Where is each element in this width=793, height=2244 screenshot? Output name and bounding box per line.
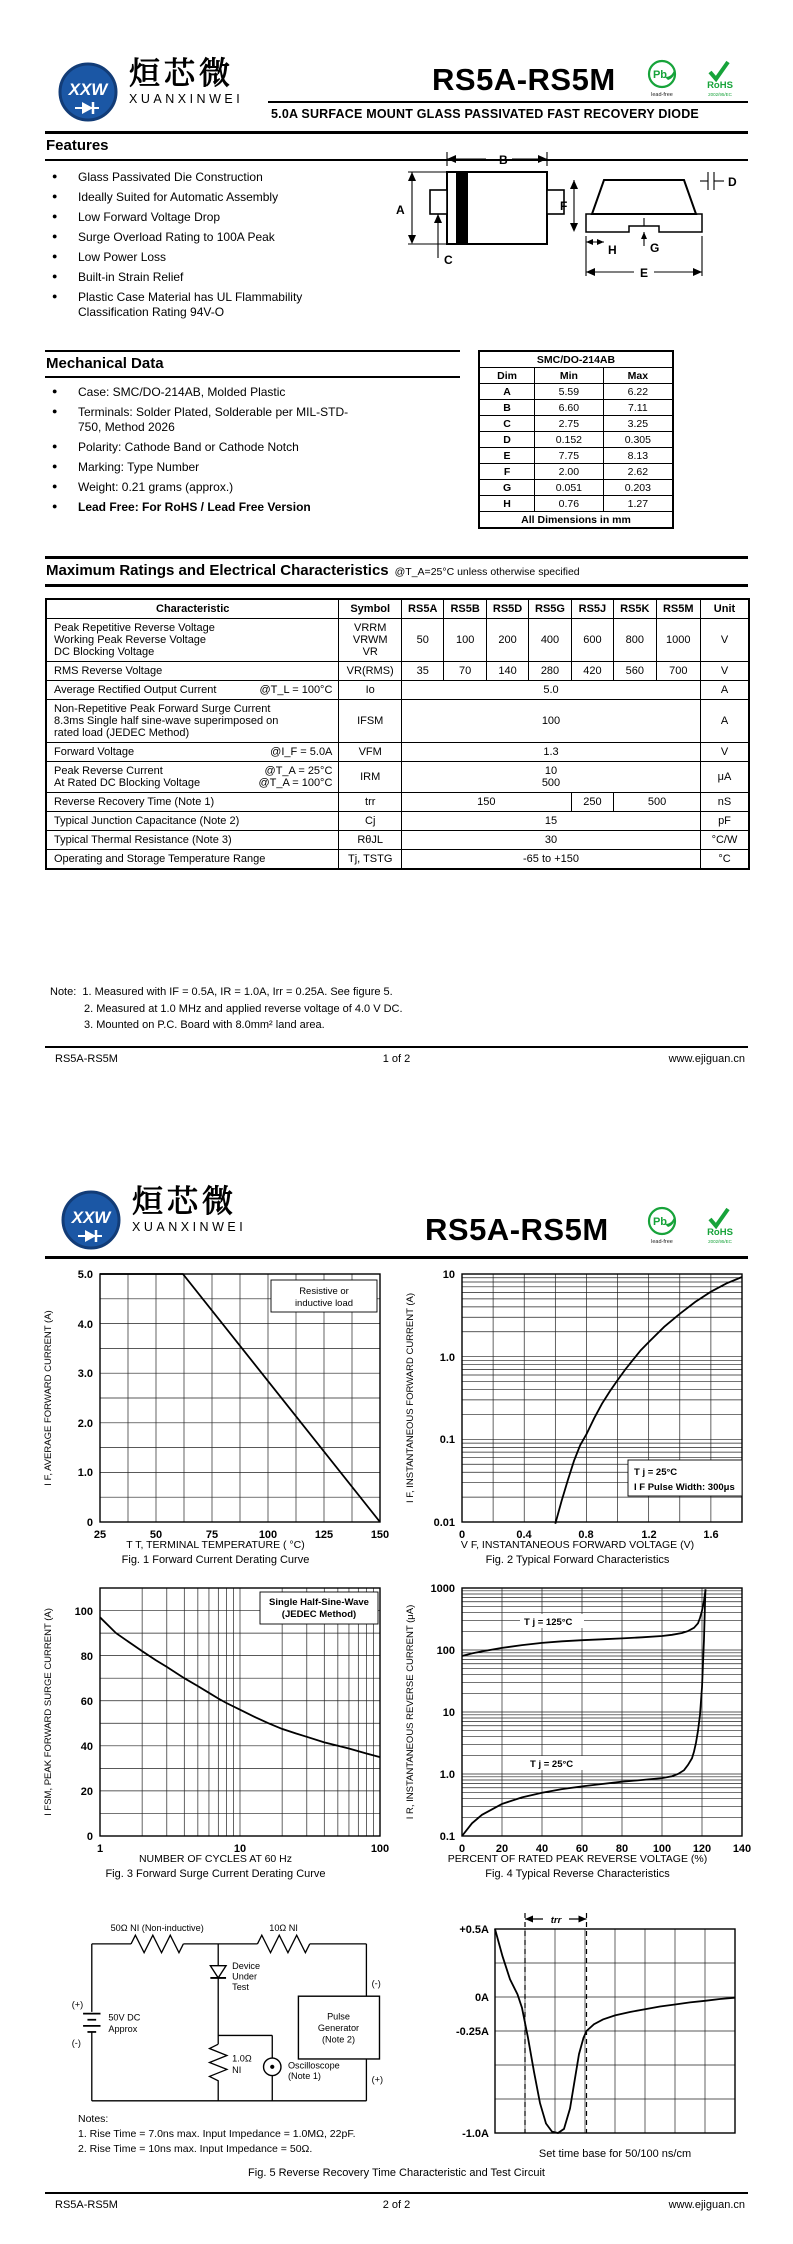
fig2-annotation: T j = 25°C bbox=[634, 1467, 678, 1478]
y-tick: 100 bbox=[74, 1606, 93, 1618]
table-row-reverse-current: Peak Reverse Current @T_A = 25°C At Rated DC Blocking Voltage @T_A = 100°C IRM 10 500 μA bbox=[46, 762, 749, 793]
x-tick: 0 bbox=[458, 1843, 466, 1855]
dim-table-title: SMC/DO-214AB bbox=[479, 351, 673, 368]
x-tick: 100 bbox=[652, 1843, 672, 1855]
fig2-caption: Fig. 2 Typical Forward Characteristics bbox=[485, 1554, 670, 1566]
footer-rule-1 bbox=[45, 1046, 748, 1048]
label-pulse-generator: (Note 2) bbox=[321, 2034, 356, 2045]
feature-item: ● Low Power Loss bbox=[46, 250, 351, 265]
dim-label-F: F bbox=[560, 199, 568, 213]
fig4-caption: Fig. 4 Typical Reverse Characteristics bbox=[485, 1868, 670, 1880]
ratings-notes bbox=[50, 984, 650, 1034]
fig4-ylabel: I R, INSTANTANEOUS REVERSE CURRENT (μA) bbox=[405, 1604, 416, 1820]
ratings-heading-row bbox=[46, 562, 749, 580]
x-tick: 80 bbox=[615, 1843, 629, 1855]
x-tick: 40 bbox=[535, 1843, 549, 1855]
package-outline-drawing bbox=[352, 142, 752, 322]
ratings-table bbox=[45, 598, 750, 870]
compliance-badges bbox=[646, 1205, 746, 1247]
note-item: 2. Measured at 1.0 MHz and applied reverse voltage of 4.0 V DC. bbox=[84, 1002, 403, 1015]
svg-text:RoHS: RoHS bbox=[707, 1227, 733, 1238]
y-tick: 5.0 bbox=[77, 1269, 93, 1281]
label-battery: Approx bbox=[108, 2023, 138, 2034]
trr-label: trr bbox=[550, 1915, 562, 1926]
fig1-chart bbox=[38, 1264, 393, 1541]
fig2-annotation: I F Pulse Width: 300μs bbox=[634, 1482, 735, 1493]
col-rs5a: RS5A bbox=[402, 599, 444, 619]
battery-icon bbox=[83, 2014, 100, 2032]
fig4-chart bbox=[400, 1578, 755, 1855]
oscilloscope-icon bbox=[264, 2058, 281, 2075]
mech-item: ● Marking: Type Number bbox=[46, 460, 356, 475]
logo-xxw-text: XXW bbox=[68, 80, 108, 99]
svg-text:Pb: Pb bbox=[652, 1216, 668, 1228]
fig1-ylabel: I F, AVERAGE FORWARD CURRENT (A) bbox=[43, 1310, 54, 1486]
logo-mark-icon bbox=[58, 1186, 124, 1258]
table-row: F 2.00 2.62 bbox=[479, 464, 673, 480]
mech-rule-top bbox=[45, 350, 460, 352]
col-rs5m: RS5M bbox=[656, 599, 700, 619]
x-tick: 50 bbox=[149, 1529, 163, 1541]
label-dut: Under bbox=[232, 1971, 258, 1982]
y-tick: 0.1 bbox=[439, 1434, 455, 1446]
x-tick: 20 bbox=[495, 1843, 509, 1855]
package-front-view bbox=[396, 152, 564, 267]
x-tick: 100 bbox=[258, 1529, 278, 1541]
footer-page-number: 2 of 2 bbox=[382, 2199, 411, 2211]
resistor-10ohm bbox=[257, 1935, 309, 1952]
brand-name-cn: 烜芯微 bbox=[129, 56, 234, 91]
page2-header-rule bbox=[45, 1256, 748, 1259]
brand-name-cn: 烜芯微 bbox=[132, 1184, 237, 1219]
label-battery: 50V DC bbox=[108, 2012, 141, 2023]
x-tick: 100 bbox=[370, 1843, 390, 1855]
note-item: 1. Measured with IF = 0.5A, IR = 1.0A, Irr = 0.25A. See figure 5. bbox=[82, 986, 393, 998]
logo-mark-icon bbox=[55, 58, 121, 130]
y-tick: 1.0 bbox=[439, 1352, 455, 1364]
fig3-ylabel: I FSM, PEAK FORWARD SURGE CURRENT (A) bbox=[43, 1608, 54, 1816]
y-tick: 2.0 bbox=[77, 1418, 93, 1430]
table-row: B 6.60 7.11 bbox=[479, 400, 673, 416]
feature-item: ● Plastic Case Material has UL Flammability Classification Rating 94V-O bbox=[46, 290, 351, 320]
x-tick: 150 bbox=[370, 1529, 390, 1541]
title-rule bbox=[268, 101, 748, 103]
mech-item: ● Lead Free: For RoHS / Lead Free Version bbox=[46, 500, 356, 515]
table-row-reverse-voltage: Peak Repetitive Reverse Voltage Working Peak Reverse Voltage DC Blocking Voltage VRRM VRWM VR 50 100 200 400 600 800 1000 V bbox=[46, 619, 749, 662]
y-tick: -1.0A bbox=[462, 2128, 489, 2140]
mech-item: ● Case: SMC/DO-214AB, Molded Plastic bbox=[46, 385, 356, 400]
brand-logo bbox=[58, 1186, 246, 1258]
note-label: Note: bbox=[50, 986, 77, 998]
fig3-xlabel: NUMBER OF CYCLES AT 60 Hz bbox=[138, 1853, 293, 1865]
fig2-chart bbox=[400, 1264, 755, 1541]
svg-text:lead-free: lead-free bbox=[651, 1239, 673, 1245]
x-tick: 0.8 bbox=[578, 1529, 594, 1541]
fig1-xlabel: T T, TERMINAL TEMPERATURE ( °C) bbox=[126, 1539, 305, 1551]
feature-item: ● Low Forward Voltage Drop bbox=[46, 210, 351, 225]
label-oscilloscope: (Note 1) bbox=[287, 2071, 321, 2082]
page-title: RS5A-RS5M bbox=[432, 62, 616, 97]
fig1-annotation: Resistive or bbox=[299, 1286, 349, 1297]
label-pulse-generator: Generator bbox=[317, 2023, 360, 2034]
ratings-heading: Maximum Ratings and Electrical Characteristics bbox=[46, 562, 389, 579]
fig5-note: 2. Rise Time = 10ns max. Input Impedance = 50Ω. bbox=[78, 2143, 313, 2156]
compliance-badges bbox=[646, 58, 746, 100]
rohs-icon bbox=[707, 1209, 733, 1244]
table-row: H 0.76 1.27 bbox=[479, 496, 673, 512]
dim-label-D: D bbox=[728, 175, 737, 189]
x-tick: 75 bbox=[205, 1529, 219, 1541]
col-rs5b: RS5B bbox=[444, 599, 486, 619]
pb-free-icon bbox=[649, 1208, 675, 1245]
footer-rule-2 bbox=[45, 2192, 748, 2194]
table-row-thermal-resistance: Typical Thermal Resistance (Note 3) RθJL 30 °C/W bbox=[46, 831, 749, 850]
x-tick: 125 bbox=[314, 1529, 334, 1541]
y-tick: 80 bbox=[80, 1651, 93, 1663]
x-tick: 25 bbox=[93, 1529, 107, 1541]
col-symbol: Symbol bbox=[339, 599, 402, 619]
col-unit: Unit bbox=[700, 599, 749, 619]
timebase-caption: Set time base for 50/100 ns/cm bbox=[538, 2148, 692, 2160]
fig5-note: Notes: bbox=[78, 2113, 109, 2125]
label-dut: Test bbox=[232, 1982, 249, 1993]
y-tick: 3.0 bbox=[77, 1368, 93, 1380]
col-rs5d: RS5D bbox=[486, 599, 528, 619]
footer-doc-number: RS5A-RS5M bbox=[55, 1053, 118, 1065]
table-row-output-current: Average Rectified Output Current @T_L = 100°C Io 5.0 A bbox=[46, 681, 749, 700]
table-row: D 0.152 0.305 bbox=[479, 432, 673, 448]
feature-item: ● Surge Overload Rating to 100A Peak bbox=[46, 230, 351, 245]
col-rs5g: RS5G bbox=[529, 599, 571, 619]
footer-page-number: 1 of 2 bbox=[382, 1053, 411, 1065]
col-characteristic: Characteristic bbox=[46, 599, 339, 619]
table-row-junction-capacitance: Typical Junction Capacitance (Note 2) Cj 15 pF bbox=[46, 812, 749, 831]
resistor-1ohm bbox=[209, 2044, 226, 2086]
mech-rule-bottom bbox=[45, 376, 460, 378]
x-tick: 10 bbox=[233, 1843, 247, 1855]
ratings-heading-note: @T_A=25°C unless otherwise specified bbox=[394, 566, 580, 578]
rohs-icon bbox=[707, 62, 733, 97]
label-battery-minus: (-) bbox=[71, 2037, 81, 2048]
fig1-forward-current-derating bbox=[38, 1264, 393, 1566]
fig2-typical-forward-characteristics bbox=[400, 1264, 755, 1566]
ratings-header-row bbox=[46, 599, 749, 619]
y-tick: 100 bbox=[436, 1645, 455, 1657]
device-under-test-diode-icon bbox=[210, 1966, 226, 1978]
table-row: G 0.051 0.203 bbox=[479, 480, 673, 496]
y-tick: 0.01 bbox=[433, 1517, 455, 1529]
feature-item: ● Glass Passivated Die Construction bbox=[46, 170, 351, 185]
y-tick: 0 bbox=[86, 1517, 93, 1529]
label-resistor-1ohm: 1.0Ω bbox=[232, 2053, 252, 2064]
label-pulsegen-minus: (-) bbox=[371, 1978, 381, 1989]
x-tick: 60 bbox=[575, 1843, 589, 1855]
dim-label-E: E bbox=[640, 266, 649, 280]
x-tick: 120 bbox=[692, 1843, 712, 1855]
y-tick: 1.0 bbox=[77, 1467, 93, 1479]
label-battery-plus: (+) bbox=[71, 1999, 84, 2010]
y-tick: 1.0 bbox=[439, 1769, 455, 1781]
grid bbox=[495, 1929, 735, 2133]
dim-table-header-row: Dim Min Max bbox=[479, 368, 673, 384]
dim-label-B: B bbox=[499, 153, 508, 167]
x-tick: 1 bbox=[96, 1843, 104, 1855]
svg-text:2002/95/EC: 2002/95/EC bbox=[708, 1239, 732, 1244]
fig3-forward-surge-derating bbox=[38, 1578, 393, 1880]
y-tick: 4.0 bbox=[77, 1319, 93, 1331]
mechanical-list bbox=[46, 385, 356, 520]
label-oscilloscope: Oscilloscope bbox=[287, 2060, 340, 2071]
fig5-caption: Fig. 5 Reverse Recovery Time Characteristic and Test Circuit bbox=[248, 2167, 545, 2179]
y-tick: 1000 bbox=[430, 1583, 455, 1595]
fig2-ylabel: I F, INSTANTANEOUS FORWARD CURRENT (A) bbox=[405, 1292, 416, 1504]
col-rs5j: RS5J bbox=[571, 599, 613, 619]
x-tick: 1.6 bbox=[703, 1529, 719, 1541]
table-row: C 2.75 3.25 bbox=[479, 416, 673, 432]
label-resistor-50ohm: 50Ω NI (Non-inductive) bbox=[110, 1922, 204, 1933]
fig2-xlabel: V F, INSTANTANEOUS FORWARD VOLTAGE (V) bbox=[460, 1539, 695, 1551]
header-rule bbox=[45, 131, 748, 134]
dim-label-H: H bbox=[608, 243, 617, 257]
mech-item: ● Terminals: Solder Plated, Solderable per MIL-STD-750, Method 2026 bbox=[46, 405, 356, 435]
fig5-note: 1. Rise Time = 7.0ns max. Input Impedance = 1.0MΩ, 22pF. bbox=[78, 2128, 356, 2141]
mechanical-heading: Mechanical Data bbox=[46, 355, 164, 372]
footer-doc-number: RS5A-RS5M bbox=[55, 2199, 118, 2211]
brand-name-en: XUANXINWEI bbox=[129, 91, 244, 106]
col-rs5k: RS5K bbox=[614, 599, 656, 619]
doc-subtitle: 5.0A SURFACE MOUNT GLASS PASSIVATED FAST RECOVERY DIODE bbox=[271, 107, 699, 121]
feature-item: ● Built-in Strain Relief bbox=[46, 270, 351, 285]
svg-text:Pb: Pb bbox=[652, 69, 668, 81]
fig5-waveform bbox=[425, 1905, 770, 2167]
label-pulsegen-plus: (+) bbox=[371, 2074, 384, 2085]
features-list bbox=[46, 170, 351, 325]
features-heading: Features bbox=[46, 137, 109, 154]
y-tick: 0 bbox=[86, 1831, 93, 1843]
y-tick: 40 bbox=[80, 1741, 93, 1753]
mech-item: ● Weight: 0.21 grams (approx.) bbox=[46, 480, 356, 495]
y-tick: 10 bbox=[442, 1269, 455, 1281]
y-tick: 0.1 bbox=[439, 1831, 455, 1843]
grid bbox=[100, 1588, 380, 1836]
fig3-chart bbox=[38, 1578, 393, 1855]
dim-label-C: C bbox=[444, 253, 453, 267]
note-item: 3. Mounted on P.C. Board with 8.0mm² land area. bbox=[84, 1019, 325, 1031]
dim-table-footer: All Dimensions in mm bbox=[479, 512, 673, 529]
fig4-xlabel: PERCENT OF RATED PEAK REVERSE VOLTAGE (%) bbox=[447, 1853, 708, 1865]
fig5-test-circuit bbox=[70, 1922, 410, 2114]
footer-website-link[interactable]: www.ejiguan.cn bbox=[668, 2199, 745, 2211]
brand-logo bbox=[55, 58, 243, 130]
table-row-recovery-time: Reverse Recovery Time (Note 1) trr 150 250 500 nS bbox=[46, 793, 749, 812]
y-tick: +0.5A bbox=[459, 1924, 489, 1936]
mech-item: ● Polarity: Cathode Band or Cathode Notch bbox=[46, 440, 356, 455]
y-tick: 0A bbox=[474, 1992, 489, 2004]
table-row-temperature-range: Operating and Storage Temperature Range Tj, TSTG -65 to +150 °C bbox=[46, 850, 749, 870]
x-tick: 140 bbox=[732, 1843, 752, 1855]
resistor-50ohm bbox=[131, 1935, 183, 1952]
dim-label-A: A bbox=[396, 203, 405, 217]
table-row: A 5.59 6.22 bbox=[479, 384, 673, 400]
package-side-view bbox=[560, 172, 737, 280]
label-resistor-10ohm: 10Ω NI bbox=[269, 1922, 298, 1933]
table-row-rms-voltage: RMS Reverse Voltage VR(RMS) 35 70 140 280 420 560 700 V bbox=[46, 662, 749, 681]
svg-text:RoHS: RoHS bbox=[707, 80, 733, 91]
logo-xxw-text: XXW bbox=[71, 1208, 111, 1227]
y-tick: -0.25A bbox=[455, 2026, 489, 2038]
footer-website-link[interactable]: www.ejiguan.cn bbox=[668, 1053, 745, 1065]
label-dut: Device bbox=[232, 1961, 261, 1972]
fig3-annotation: Single Half-Sine-Wave bbox=[269, 1597, 369, 1608]
table-row-forward-voltage: Forward Voltage @I_F = 5.0A VFM 1.3 V bbox=[46, 743, 749, 762]
feature-item: ● Ideally Suited for Automatic Assembly bbox=[46, 190, 351, 205]
x-tick: 0 bbox=[458, 1529, 466, 1541]
dimensions-table bbox=[478, 350, 674, 529]
page-title: RS5A-RS5M bbox=[425, 1212, 609, 1247]
fig5-notes bbox=[78, 2112, 438, 2158]
table-row-surge-current: Non-Repetitive Peak Forward Surge Current 8.3ms Single half sine-wave superimposed on rated load (JEDEC Method) IFSM 100 A bbox=[46, 700, 749, 743]
svg-text:2002/95/EC: 2002/95/EC bbox=[708, 92, 732, 97]
y-tick: 60 bbox=[80, 1696, 93, 1708]
x-tick: 1.2 bbox=[641, 1529, 657, 1541]
label-pulse-generator: Pulse bbox=[327, 2011, 350, 2022]
ratings-rule-bottom bbox=[45, 584, 748, 587]
dim-label-G: G bbox=[650, 241, 660, 255]
fig4-curve-label: T j = 25°C bbox=[530, 1759, 574, 1770]
fig1-caption: Fig. 1 Forward Current Derating Curve bbox=[121, 1554, 310, 1566]
brand-name-en: XUANXINWEI bbox=[132, 1219, 247, 1234]
table-row: E 7.75 8.13 bbox=[479, 448, 673, 464]
x-tick: 0.4 bbox=[516, 1529, 532, 1541]
fig3-annotation: (JEDEC Method) bbox=[281, 1609, 357, 1620]
fig1-annotation: inductive load bbox=[294, 1298, 354, 1309]
fig4-typical-reverse-characteristics bbox=[400, 1578, 755, 1880]
y-tick: 20 bbox=[80, 1786, 93, 1798]
fig3-caption: Fig. 3 Forward Surge Current Derating Curve bbox=[105, 1868, 326, 1880]
y-tick: 10 bbox=[442, 1707, 455, 1719]
ratings-rule-top bbox=[45, 556, 748, 559]
label-resistor-1ohm: NI bbox=[232, 2064, 242, 2075]
fig4-curve-label: T j = 125°C bbox=[524, 1617, 573, 1628]
pb-free-icon bbox=[649, 61, 675, 98]
svg-text:lead-free: lead-free bbox=[651, 92, 673, 98]
